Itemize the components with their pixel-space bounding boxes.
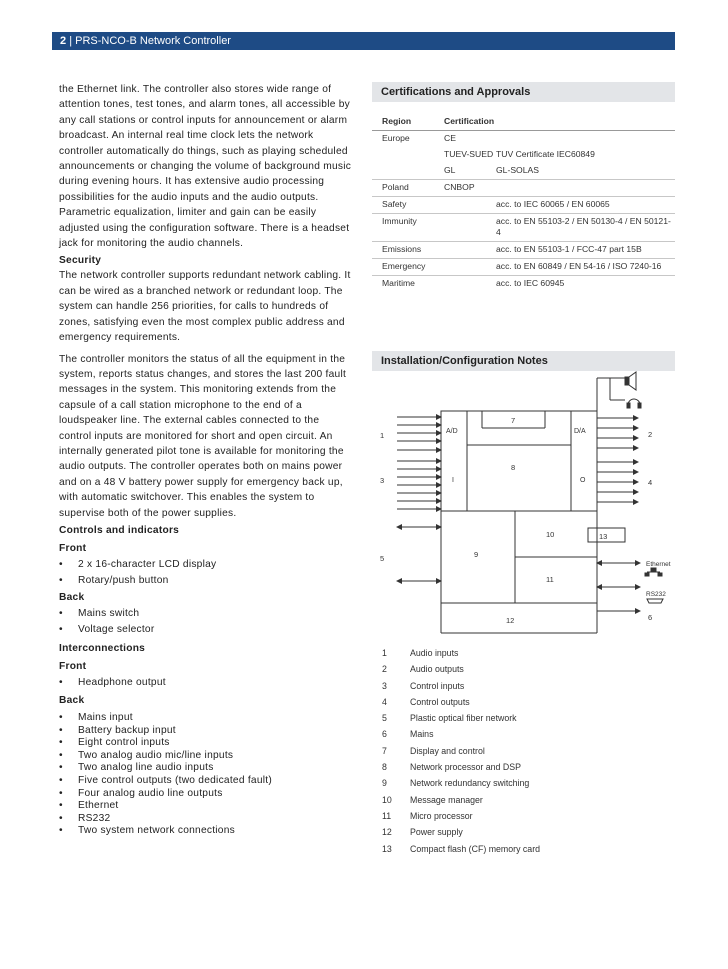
certifications-table: [372, 114, 675, 292]
table-cell: CNBOP: [444, 180, 496, 197]
label-rs232: RS232: [646, 591, 666, 598]
headphone-icon: [628, 399, 640, 405]
label-2: 2: [648, 430, 653, 439]
label-ethernet: Ethernet: [646, 561, 671, 568]
list-item: 6 Mains: [382, 729, 434, 740]
label-12: 12: [506, 616, 515, 625]
cf-card-block: [588, 528, 625, 542]
list-item: 8 Network processor and DSP: [382, 762, 521, 773]
controls-back-label: Back: [59, 592, 85, 604]
table-row: [372, 180, 675, 197]
table-cell: Emissions: [372, 242, 496, 259]
interconnections-front-list: [59, 677, 353, 690]
label-5: 5: [380, 554, 385, 563]
label-10: 10: [546, 530, 555, 539]
ethernet-icon: [651, 568, 656, 572]
list-item: • Voltage selector: [59, 624, 353, 637]
list-item: 12 Power supply: [382, 827, 463, 838]
list-item: 9 Network redundancy switching: [382, 778, 530, 789]
list-item: 11 Micro processor: [382, 810, 473, 821]
interconnections-back-label: Back: [59, 694, 85, 706]
label-3: 3: [380, 476, 385, 485]
label-4: 4: [648, 478, 653, 487]
list-item: 2 Audio outputs: [382, 664, 464, 675]
table-cell: [372, 163, 444, 180]
table-cell: GL: [444, 163, 496, 180]
table-cell: Immunity: [372, 214, 496, 242]
table-cell: TUEV-SUED: [444, 149, 494, 159]
label-9: 9: [474, 550, 479, 559]
left-column: [59, 82, 353, 838]
installation-title: Installation/Configuration Notes: [372, 351, 675, 371]
list-item: 1 Audio inputs: [382, 648, 459, 658]
label-o: O: [580, 477, 586, 484]
interconnections-front-label: Front: [59, 661, 87, 673]
list-item: • Mains switch: [59, 608, 353, 621]
table-row: [372, 242, 675, 259]
header-separator: |: [69, 35, 73, 47]
label-13: 13: [599, 532, 608, 541]
table-cell: acc. to EN 60849 / EN 54-16 / ISO 7240-16: [496, 259, 675, 276]
controls-front-list: [59, 559, 353, 587]
list-item: • 2 x 16-character LCD display: [59, 559, 353, 572]
label-7: 7: [511, 416, 516, 425]
security-paragraph-2: The controller monitors the status of all the equipment in the system, reports status changes, and stores the last 200 fault messages in the system. This monitoring extends from the capsule of a call station microphone to the end of a loudspeaker line. The external cables connected to the control inputs are monitored for short and open circuit. An internally generated pilot tone is available for monitoring the audio outputs. The controller operates both on mains power and on a 48 V battery power supply for emergency back up, with automatic switchover. This enables the system to supervise both of the power supplies.: [59, 353, 347, 519]
interconnections-heading: Interconnections: [59, 643, 146, 655]
list-item: • RS232: [59, 813, 353, 826]
list-item: • Rotary/push button: [59, 575, 353, 588]
list-item: • Four analog audio line outputs: [59, 788, 353, 801]
table-cell: TUV Certificate IEC60849: [496, 149, 595, 159]
controls-front-label: Front: [59, 542, 87, 554]
list-item: • Eight control inputs: [59, 737, 353, 750]
label-ad: A/D: [446, 428, 458, 435]
controls-back-list: [59, 608, 353, 636]
list-item: 5 Plastic optical fiber network: [382, 713, 517, 724]
table-cell: Europe: [382, 133, 410, 143]
table-row: [372, 259, 675, 276]
document-title: PRS-NCO-B Network Controller: [75, 35, 231, 47]
diagram-legend: [382, 647, 662, 859]
list-item: 3 Control inputs: [382, 680, 465, 691]
label-11: 11: [546, 575, 554, 584]
label-8: 8: [511, 463, 516, 472]
table-row: [372, 147, 675, 163]
table-cell: acc. to IEC 60065 / EN 60065: [496, 197, 675, 214]
list-item: • Five control outputs (two dedicated fault): [59, 775, 353, 788]
security-heading: Security: [59, 255, 102, 267]
list-item: • Mains input: [59, 712, 353, 725]
diagram-labels: [380, 416, 671, 625]
list-item: 4 Control outputs: [382, 696, 470, 707]
security-paragraph-1: The network controller supports redundant network cabling. It can be wired as a branched network or redundant loop. The system can handle 256 priorities, for calls to hundreds of zones, satisfying even the most complex public address and emergency requirements.: [59, 270, 351, 344]
table-row: [372, 163, 675, 180]
table-row: [372, 131, 675, 148]
table-cell: acc. to EN 55103-1 / FCC-47 part 15B: [496, 242, 675, 259]
list-item: • Battery backup input: [59, 725, 353, 738]
intro-paragraph: the Ethernet link. The controller also stores wide range of attention tones, test tones, and alarm tones, all accessible by any call stations or control inputs for announcement or alarm broadcast. An internal real time clock lets the network controller automatically do things, such as playing scheduled announcements or changing the volume of background music during evening hours. It has extensive audio processing possibilities for the audio inputs and the audio outputs. Parametric equalization, limiter and gain can be easily adjusted using the configuration software. There is a headset jack for monitoring the audio channels.: [59, 84, 352, 250]
table-cell: CE: [444, 133, 456, 143]
right-column: [372, 82, 675, 367]
main-block: [441, 411, 597, 511]
table-cell: GL-SOLAS: [496, 163, 675, 180]
table-cell: Poland: [372, 180, 444, 197]
table-row: [372, 214, 675, 242]
page-number: 2: [60, 35, 67, 47]
table-cell: [496, 131, 675, 148]
list-item: • Ethernet: [59, 800, 353, 813]
list-item: • Two system network connections: [59, 825, 353, 838]
table-cell: [372, 147, 444, 163]
column-header-region: Region: [372, 114, 444, 131]
controls-heading: Controls and indicators: [59, 524, 180, 536]
table-cell: acc. to IEC 60945: [496, 278, 565, 288]
speaker-icon: [625, 377, 629, 385]
interconnections-back-list: [59, 712, 353, 838]
table-cell: Emergency: [372, 259, 496, 276]
label-6: 6: [648, 613, 653, 622]
label-da: D/A: [574, 428, 586, 435]
list-item: • Two analog line audio inputs: [59, 762, 353, 775]
label-i: I: [452, 477, 454, 484]
table-cell: [496, 180, 675, 197]
label-1: 1: [380, 431, 385, 440]
list-item: 13 Compact flash (CF) memory card: [382, 843, 541, 854]
page-header: [52, 32, 675, 50]
table-cell: Safety: [372, 197, 496, 214]
list-item: 10 Message manager: [382, 794, 483, 805]
list-item: 7 Display and control: [382, 745, 485, 756]
list-item: • Headphone output: [59, 677, 353, 690]
table-row: [372, 197, 675, 214]
rs232-icon: [647, 599, 663, 603]
column-header-certification: Certification: [444, 114, 675, 131]
table-header-row: [372, 114, 675, 131]
table-cell: Maritime: [382, 278, 415, 288]
certifications-title: Certifications and Approvals: [372, 82, 675, 102]
list-item: • Two analog audio mic/line inputs: [59, 750, 353, 763]
table-cell: acc. to EN 55103-2 / EN 50130-4 / EN 50121-4: [496, 214, 675, 242]
table-row: [372, 276, 675, 293]
